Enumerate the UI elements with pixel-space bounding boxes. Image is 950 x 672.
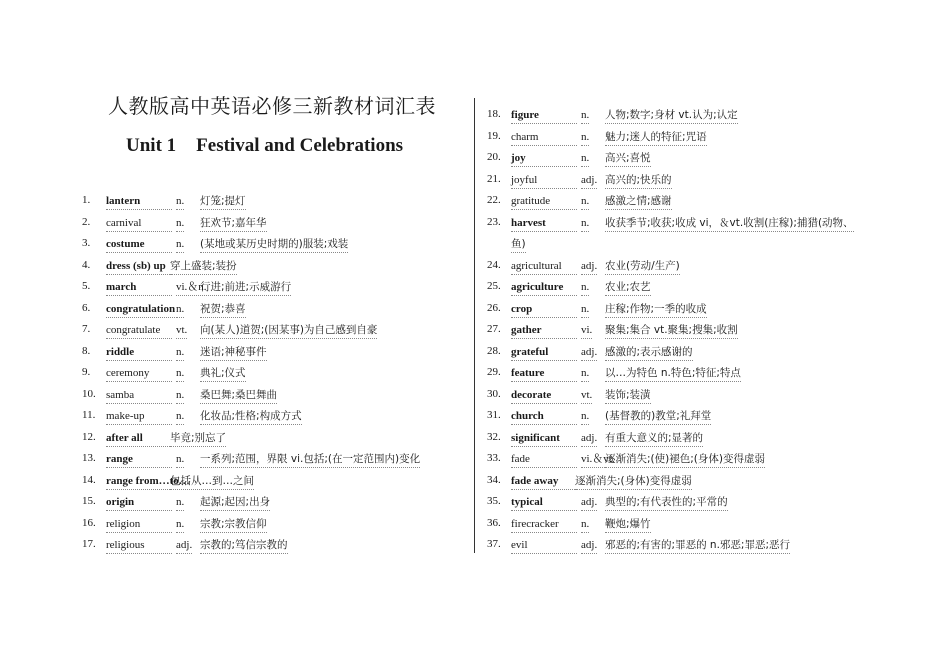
- vocab-entry: [487, 362, 847, 384]
- entry-number: 22.: [487, 194, 501, 206]
- vocab-entry: [487, 341, 847, 363]
- entry-number: 33.: [487, 452, 501, 464]
- entry-number: 10.: [82, 387, 96, 400]
- entry-meaning: 逐渐消失;(使)褪色;(身体)变得虚弱: [605, 451, 765, 468]
- entry-meaning: 以…为特色 n.特色;特征;特点: [605, 365, 741, 382]
- entry-word: make-up: [106, 408, 172, 425]
- entry-word: religious: [106, 537, 172, 554]
- vocab-entry: [487, 470, 847, 492]
- vocab-entry: [487, 276, 847, 298]
- entry-number: 30.: [487, 387, 501, 400]
- entry-part-of-speech: n.: [176, 301, 184, 318]
- entry-number: 18.: [487, 108, 501, 120]
- entry-word: figure: [511, 107, 577, 124]
- entry-number: 28.: [487, 344, 501, 357]
- vocab-entry: [487, 147, 847, 169]
- entry-meaning: 典礼;仪式: [200, 365, 246, 382]
- entry-word: harvest: [511, 215, 577, 232]
- vocab-entry: [82, 298, 442, 320]
- entry-part-of-speech: vi.: [581, 322, 592, 339]
- entry-part-of-speech: n.: [176, 344, 184, 361]
- entry-meaning: 宗教;宗教信仰: [200, 516, 267, 533]
- entry-meaning: 狂欢节;嘉年华: [200, 215, 267, 232]
- entry-number: 1.: [82, 194, 91, 206]
- entry-number: 20.: [487, 151, 501, 163]
- entry-part-of-speech: adj.: [581, 537, 597, 554]
- entry-meaning: 高兴;喜悦: [605, 150, 651, 167]
- vocab-entry: [487, 126, 847, 148]
- entry-word: fade away: [511, 473, 577, 490]
- unit-heading: [126, 135, 403, 157]
- entry-part-of-speech: n.: [581, 516, 589, 533]
- vocab-entry: [82, 255, 442, 277]
- entry-part-of-speech: n.: [176, 494, 184, 511]
- vocab-entry: [487, 448, 847, 470]
- entry-word: joyful: [511, 172, 577, 189]
- vocab-entry: [487, 190, 847, 212]
- entry-part-of-speech: vi.＆vt.: [581, 451, 615, 468]
- vocab-entry: [82, 384, 442, 406]
- vocab-entry: [487, 169, 847, 191]
- entry-meaning: 向(某人)道贺;(因某事)为自己感到自豪: [200, 322, 377, 339]
- entry-part-of-speech: n.: [176, 516, 184, 533]
- entry-meaning: 典型的;有代表性的;平常的: [605, 494, 728, 511]
- entry-meaning: 有重大意义的;显著的: [605, 430, 703, 447]
- entry-number: 26.: [487, 301, 501, 314]
- vocab-entry: [487, 384, 847, 406]
- unit-label: Unit 1: [126, 135, 177, 156]
- entry-number: 8.: [82, 344, 91, 357]
- entry-word: fade: [511, 451, 577, 468]
- vocab-entry: [487, 534, 847, 556]
- entry-meaning: 起源;起因;出身: [200, 494, 270, 511]
- entry-word: costume: [106, 236, 172, 253]
- entry-number: 27.: [487, 323, 501, 335]
- entry-part-of-speech: n.: [581, 107, 589, 124]
- entry-number: 3.: [82, 237, 91, 249]
- entry-part-of-speech: n.: [581, 129, 589, 146]
- vocab-entry: [487, 212, 854, 234]
- entry-part-of-speech: vt.: [581, 387, 592, 404]
- entry-meaning: 高兴的;快乐的: [605, 172, 672, 189]
- vocab-entry: [82, 190, 442, 212]
- entry-part-of-speech: adj.: [176, 537, 192, 554]
- entry-part-of-speech: vt.: [176, 322, 187, 339]
- entry-number: 23.: [487, 215, 501, 228]
- vocab-entry: [487, 255, 847, 277]
- entry-part-of-speech: n.: [176, 215, 184, 232]
- entry-meaning: 感激之情;感谢: [605, 193, 672, 210]
- entry-word: agricultural: [511, 258, 577, 275]
- entry-number: 16.: [82, 516, 96, 529]
- entry-number: 31.: [487, 409, 501, 421]
- entry-word: march: [106, 279, 172, 296]
- entry-meaning: 毕竟;别忘了: [170, 430, 226, 447]
- entry-meaning: 迷语;神秘事件: [200, 344, 267, 361]
- vocab-entry: [82, 491, 442, 513]
- entry-word: riddle: [106, 344, 172, 361]
- entry-number: 34.: [487, 473, 501, 486]
- entry-meaning: 祝贺;恭喜: [200, 301, 246, 318]
- entry-part-of-speech: adj.: [581, 344, 597, 361]
- entry-number: 13.: [82, 452, 96, 464]
- vocab-entry: [82, 276, 442, 298]
- entry-part-of-speech: n.: [176, 365, 184, 382]
- entry-word: range: [106, 451, 172, 468]
- unit-name: Festival and Celebrations: [196, 135, 404, 156]
- entry-number: 15.: [82, 495, 96, 507]
- entry-number: 7.: [82, 323, 91, 335]
- vocab-entry: [82, 405, 442, 427]
- entry-word: typical: [511, 494, 577, 511]
- entry-meaning: 桑巴舞;桑巴舞曲: [200, 387, 277, 404]
- vocab-entry: [487, 405, 847, 427]
- entry-number: 9.: [82, 366, 91, 378]
- entry-number: 29.: [487, 366, 501, 378]
- entry-meaning: 穿上盛装;装扮: [170, 258, 237, 275]
- entry-word: feature: [511, 365, 577, 382]
- entry-word: gratitude: [511, 193, 577, 210]
- entry-part-of-speech: adj.: [581, 258, 597, 275]
- entry-number: 2.: [82, 215, 91, 228]
- entry-meaning: 聚集;集合 vt.聚集;搜集;收割: [605, 322, 738, 339]
- entry-word: charm: [511, 129, 577, 146]
- entry-number: 35.: [487, 495, 501, 507]
- entry-meaning: 邪恶的;有害的;罪恶的 n.邪恶;罪恶;恶行: [605, 537, 790, 554]
- vocab-entry: [82, 341, 442, 363]
- entry-word: significant: [511, 430, 577, 447]
- entry-meaning: 包括从…到…之间: [170, 473, 254, 490]
- vocab-entry: [487, 427, 847, 449]
- entry-word: after all: [106, 430, 172, 447]
- entry-number: 19.: [487, 129, 501, 142]
- entry-word: religion: [106, 516, 172, 533]
- entry-part-of-speech: n.: [581, 150, 589, 167]
- entry-number: 11.: [82, 409, 96, 421]
- vocab-entry: [487, 319, 847, 341]
- entry-word: congratulation: [106, 301, 175, 318]
- entry-word: evil: [511, 537, 577, 554]
- entry-meaning: 感激的;表示感谢的: [605, 344, 693, 361]
- vocab-entry: [82, 513, 442, 535]
- entry-word: grateful: [511, 344, 577, 361]
- entry-meaning: 装饰;装潢: [605, 387, 651, 404]
- entry-word: decorate: [511, 387, 577, 404]
- entry-part-of-speech: n.: [176, 408, 184, 425]
- entry-number: 25.: [487, 280, 501, 292]
- vocab-entry: [82, 362, 442, 384]
- entry-part-of-speech: n.: [581, 301, 589, 318]
- entry-part-of-speech: adj.: [581, 494, 597, 511]
- entry-meaning: 一系列;范围，界限 vi.包括;(在一定范围内)变化: [200, 451, 420, 468]
- entry-meaning: 灯笼;提灯: [200, 193, 246, 210]
- entry-meaning: 收获季节;收获;收成 vi，＆vt.收割(庄稼);捕猎(动物、: [605, 215, 854, 232]
- entry-number: 36.: [487, 516, 501, 529]
- entry-number: 5.: [82, 280, 91, 292]
- entry-word: firecracker: [511, 516, 577, 533]
- entry-meaning: (基督教的)教堂;礼拜堂: [605, 408, 711, 425]
- entry-word: church: [511, 408, 577, 425]
- entry-number: 24.: [487, 258, 501, 271]
- column-divider: [474, 98, 475, 553]
- entry-meaning: 鞭炮;爆竹: [605, 516, 651, 533]
- entry-meaning: 农业(劳动/生产): [605, 258, 680, 275]
- entry-word: gather: [511, 322, 577, 339]
- entry-part-of-speech: n.: [581, 215, 589, 232]
- vocab-entry: [487, 513, 847, 535]
- entry-meaning: 行进;前进;示威游行: [200, 279, 291, 296]
- entry-word: range from…to…: [106, 473, 190, 490]
- entry-word: crop: [511, 301, 577, 318]
- vocab-entry: [487, 298, 847, 320]
- vocab-entry: [82, 212, 442, 234]
- entry-word: agriculture: [511, 279, 577, 296]
- entry-word: congratulate: [106, 322, 172, 339]
- entry-word: samba: [106, 387, 172, 404]
- entry-number: 4.: [82, 258, 91, 271]
- entry-part-of-speech: n.: [176, 451, 184, 468]
- entry-meaning: 魅力;迷人的特征;咒语: [605, 129, 707, 146]
- entry-word: carnival: [106, 215, 172, 232]
- vocab-entry: [82, 319, 442, 341]
- entry-word: dress (sb) up: [106, 258, 172, 275]
- entry-part-of-speech: n.: [581, 279, 589, 296]
- entry-word: ceremony: [106, 365, 172, 382]
- vocab-entry: [487, 491, 847, 513]
- page-title: 人教版高中英语必修三新教材词汇表: [108, 94, 436, 118]
- entry-meaning: 庄稼;作物;一季的收成: [605, 301, 707, 318]
- entry-number: 6.: [82, 301, 91, 314]
- entry-number: 32.: [487, 430, 501, 443]
- entry-meaning: 化妆品;性格;构成方式: [200, 408, 302, 425]
- entry-number: 12.: [82, 430, 96, 443]
- entry-meaning: 人物;数字;身材 vt.认为;认定: [605, 107, 738, 124]
- entry-meaning: (某地或某历史时期的)服装;戏装: [200, 236, 348, 253]
- vocab-entry: [82, 233, 442, 255]
- entry-part-of-speech: vi.＆n.: [176, 279, 207, 296]
- vocab-entry: [82, 534, 442, 556]
- entry-word: joy: [511, 150, 577, 167]
- entry-meaning: 逐渐消失;(身体)变得虚弱: [575, 473, 692, 490]
- entry-meaning: 农业;农艺: [605, 279, 651, 296]
- entry-part-of-speech: adj.: [581, 172, 597, 189]
- entry-meaning: 宗教的;笃信宗教的: [200, 537, 288, 554]
- entry-number: 21.: [487, 172, 501, 185]
- entry-number: 14.: [82, 473, 96, 486]
- vocab-entry: [82, 470, 442, 492]
- entry-meaning-wrap: 鱼): [511, 236, 526, 253]
- entry-part-of-speech: n.: [581, 193, 589, 210]
- entry-part-of-speech: n.: [176, 193, 184, 210]
- entry-part-of-speech: n.: [176, 236, 184, 253]
- vocab-entry: [487, 104, 847, 126]
- entry-part-of-speech: n.: [176, 387, 184, 404]
- entry-part-of-speech: adj.: [581, 430, 597, 447]
- entry-word: lantern: [106, 193, 172, 210]
- vocab-entry: [82, 427, 442, 449]
- entry-number: 17.: [82, 538, 96, 550]
- entry-part-of-speech: n.: [581, 408, 589, 425]
- entry-part-of-speech: n.: [581, 365, 589, 382]
- entry-word: origin: [106, 494, 172, 511]
- entry-number: 37.: [487, 538, 501, 550]
- vocab-entry: [82, 448, 442, 470]
